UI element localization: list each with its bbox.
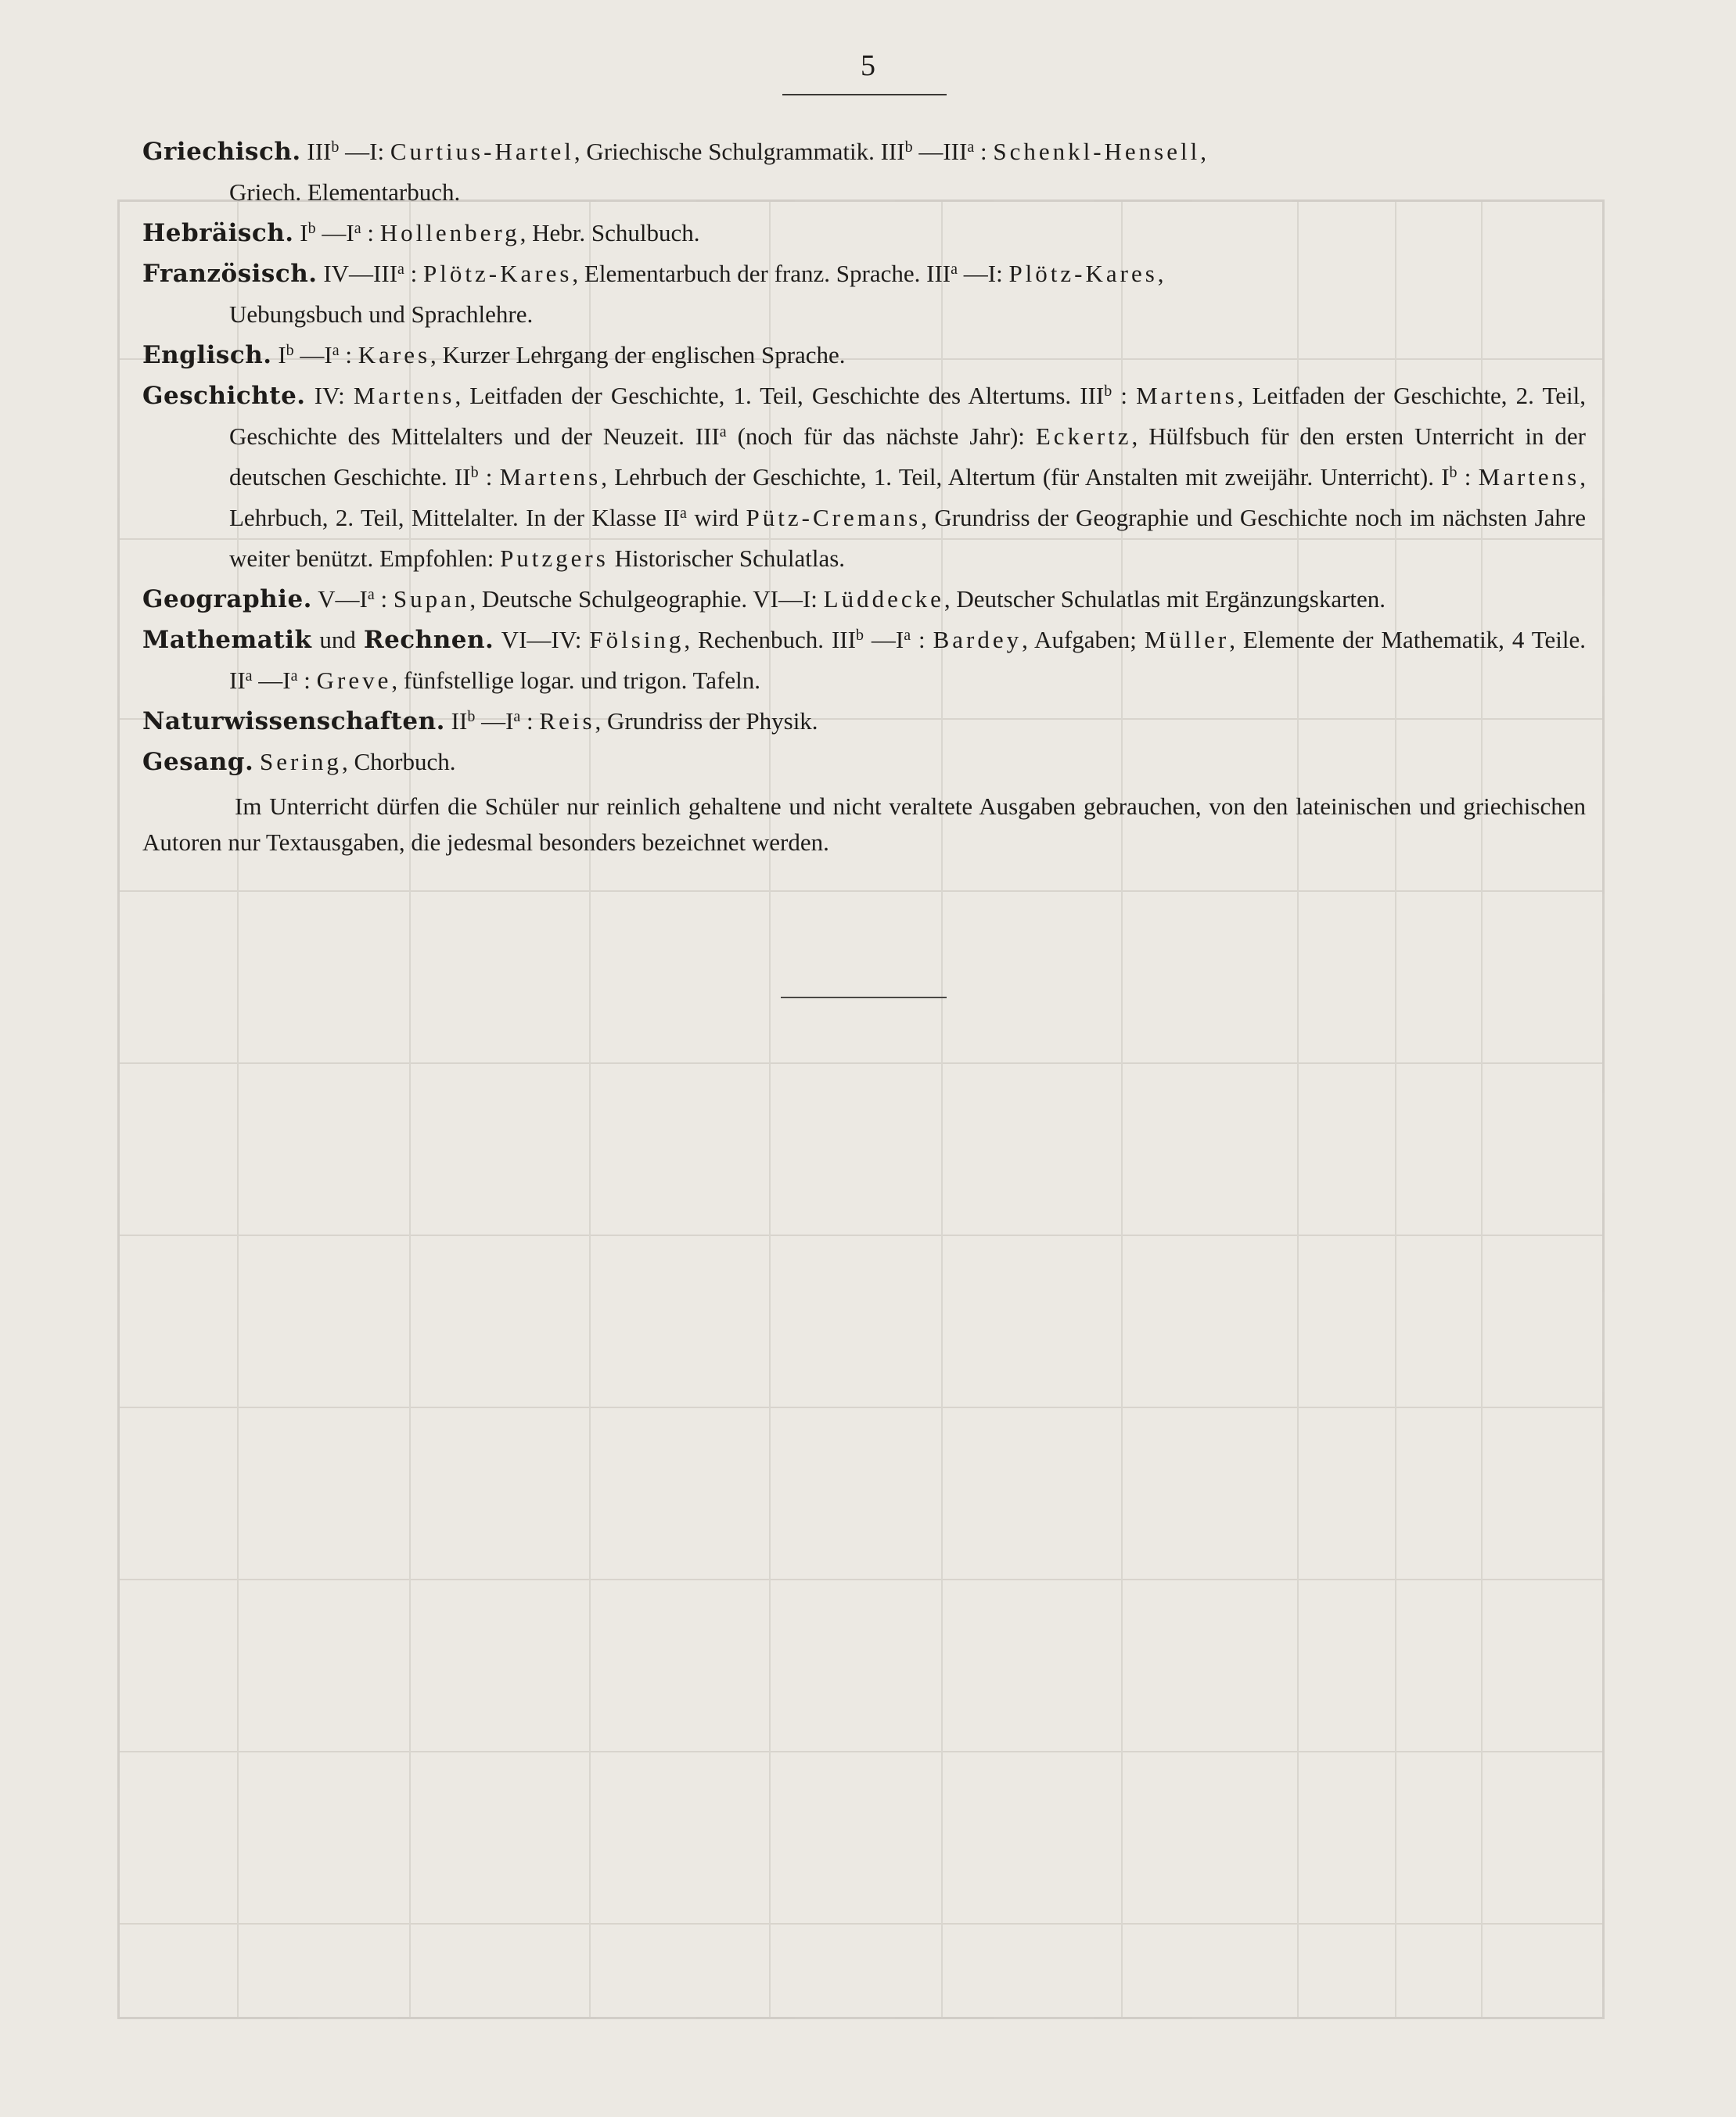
entry-gesang: Gesang. Sering, Chorbuch. — [142, 748, 456, 776]
entry-geographie: Geographie. $V—I^a$ : Supan, Deutsche Schulgeographie. VI—I: Lüddecke, Deutscher Schulatlas mit Ergänzungskarten. — [142, 585, 1386, 613]
author-name: Greve — [316, 667, 392, 694]
author-name: Supan — [393, 585, 470, 613]
subject-label: Rechnen. — [363, 626, 494, 654]
author-name: Schenkl-Hensell — [993, 138, 1201, 165]
subject-label: Griechisch. — [142, 138, 301, 166]
entry-englisch: Englisch. $I^b$ $—I^a$ : Kares, Kurzer Lehrgang der englischen Sprache. — [142, 341, 846, 369]
author-name: Kares — [358, 341, 431, 368]
subject-label: Naturwissenschaften. — [142, 707, 445, 735]
entry-franzoesisch: Französisch. IV—III$^a$ : Plötz-Kares, Elementarbuch der franz. Sprache. III$^a$ —I: Plötz-Kares, Uebungsbuch und Sprachlehre. — [142, 260, 1164, 328]
author-name: Plötz-Kares — [423, 260, 573, 287]
subject-label: Mathematik — [142, 626, 312, 654]
subject-label: Englisch. — [142, 341, 272, 369]
footer-rule — [781, 997, 947, 998]
author-name: Martens — [353, 382, 455, 409]
author-name: Plötz-Kares — [1008, 260, 1158, 287]
author-name: Fölsing — [589, 626, 685, 653]
author-name: Eckertz — [1035, 422, 1132, 450]
entry-geschichte: Geschichte. IV: Martens, Leitfaden der Geschichte, 1. Teil, Geschichte des Altertums. III$^b$ : Martens, Leitfaden der Geschichte, 2. Teil, Geschichte des Mittelalters und der Neuzeit. III$^a$ (noch für das nächste Jahr): Eckertz, Hülfsbuch für den ersten Unterricht in der deutschen Geschichte. $II^b$ : Martens, Lehrbuch der Geschichte, 1. Teil, Altertum (für Anstalten mit zweijähr. Unterricht). $I^b$ : Martens, Lehrbuch, 2. Teil, Mittelalter. In der Klasse $II^a$ wird Pütz-Cremans, Grundriss der Geographie und Geschichte noch im nächsten Jahre weiter benützt. Empfohlen: Putzgers Historischer Schulatlas. — [142, 382, 1586, 572]
author-name: Martens — [499, 463, 602, 491]
entry-mathematik: Mathematik und Rechnen. VI—IV: Fölsing, Rechenbuch. III$^b$ $—I^a$ : Bardey, Aufgaben; Müller, Elemente der Mathematik, 4 Teile. $II^a$ $—I^a$ : Greve, fünfstellige logar. und trigon. Tafeln. — [142, 626, 1586, 694]
subject-label: Gesang. — [142, 748, 254, 776]
author-name: Curtius-Hartel — [390, 138, 574, 165]
author-name: Sering — [260, 748, 342, 775]
author-name: Hollenberg — [379, 219, 520, 246]
textbook-list — [142, 131, 1586, 861]
entry-hebraeisch: Hebräisch. $I^b$ $—I^a$ : Hollenberg, Hebr. Schulbuch. — [142, 219, 700, 247]
author-name: Reis — [539, 707, 595, 735]
subject-label: Französisch. — [142, 260, 318, 288]
subject-label: Hebräisch. — [142, 219, 294, 247]
author-name: Pütz-Cremans — [746, 504, 922, 531]
subject-label: Geschichte. — [142, 382, 306, 410]
author-name: Lüddecke — [823, 585, 944, 613]
page-number: 5 — [861, 49, 875, 82]
author-name: Putzgers — [500, 545, 609, 572]
entry-griechisch: Griechisch. III$^b$ —I: Curtius-Hartel, Griechische Schulgrammatik. III$^b$ —III$^a$ : Schenkl-Hensell, Griech. Elementarbuch. — [142, 138, 1206, 206]
entry-naturwissenschaften: Naturwissenschaften. $II^b$ $—I^a$ : Reis, Grundriss der Physik. — [142, 707, 818, 735]
author-name: Martens — [1136, 382, 1238, 409]
header-rule — [782, 94, 947, 95]
author-name: Müller — [1144, 626, 1230, 653]
author-name: Martens — [1478, 463, 1580, 491]
usage-note: Im Unterricht dürfen die Schüler nur reinlich gehaltene und nicht veraltete Ausgaben gebrauchen, von den lateinischen und griechischen Autoren nur Textausgaben, die jedesmal besonders bezeichnet werden. — [142, 793, 1586, 856]
subject-label: Geographie. — [142, 585, 312, 613]
author-name: Bardey — [933, 626, 1023, 653]
